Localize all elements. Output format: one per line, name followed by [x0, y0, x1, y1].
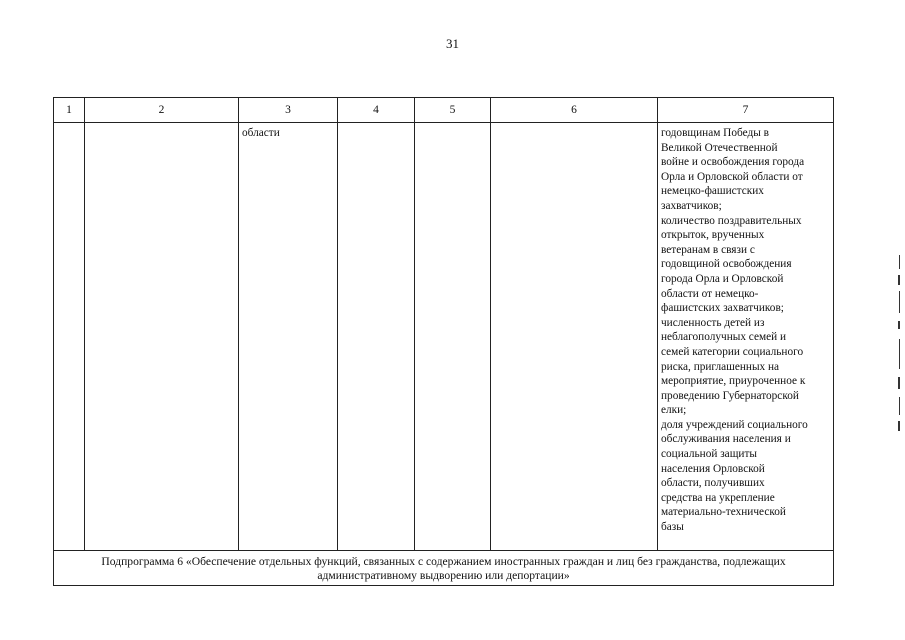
col7-text-line: риска, приглашенных на — [661, 360, 780, 373]
col7-text-line: обслуживания населения и — [661, 433, 791, 446]
col7-text-line: немецко-фашистских — [661, 185, 764, 198]
subprogram-heading-line-1: Подпрограмма 6 «Обеспечение отдельных функций, связанных с содержанием иностранных граждан и лиц без гражданства, подлежащих — [101, 555, 786, 568]
subprogram-row — [54, 551, 834, 586]
scan-margin-marks — [897, 255, 905, 435]
cell-col-5 — [415, 123, 491, 551]
col7-text-line: численность детей из — [661, 316, 765, 329]
header-col-2: 2 — [85, 98, 239, 123]
col7-text-line: проведению Губернаторской — [661, 389, 799, 402]
header-col-7: 7 — [658, 98, 834, 123]
header-col-5: 5 — [415, 98, 491, 123]
col7-text-line: Великой Отечественной — [661, 141, 778, 154]
col7-text-line: открыток, врученных — [661, 229, 765, 242]
col7-text-line: социальной защиты — [661, 448, 757, 461]
cell-col-1 — [54, 123, 85, 551]
col7-text-line: семей категории социального — [661, 345, 804, 358]
col7-text-line: материально-технической — [661, 506, 786, 519]
col7-text-line: базы — [661, 521, 684, 534]
table-row — [54, 123, 834, 551]
header-row — [54, 98, 834, 123]
col7-text-line: области от немецко- — [661, 287, 759, 300]
col7-text-line: годовщиной освобождения — [661, 258, 792, 271]
subprogram-heading — [54, 551, 834, 586]
col7-text-line: мероприятие, приуроченное к — [661, 375, 806, 388]
subprogram-heading-line-2: административному выдворению или депортации» — [317, 569, 570, 582]
cell-col-2 — [85, 123, 239, 551]
header-col-6: 6 — [491, 98, 658, 123]
col7-text-line: елки; — [661, 404, 687, 417]
col7-text-line: города Орла и Орловской — [661, 272, 784, 285]
header-col-1: 1 — [54, 98, 85, 123]
col7-text-line: средства на укрепление — [661, 491, 775, 504]
col7-text-line: годовщинам Победы в — [661, 127, 769, 139]
page-number: 31 — [446, 36, 459, 51]
cell-col-6 — [491, 123, 658, 551]
col7-text-line: войне и освобождения города — [661, 156, 805, 169]
col7-text-line: населения Орловской — [661, 462, 765, 475]
col7-text-line: захватчиков; — [661, 199, 722, 212]
col7-text-line: неблагополучных семей и — [661, 331, 787, 344]
data-table — [53, 97, 834, 586]
header-col-3: 3 — [239, 98, 338, 123]
cell-col-3: области — [239, 123, 338, 551]
col7-text-line: области, получивших — [661, 477, 765, 490]
col7-text-line: доля учреждений социального — [661, 418, 808, 431]
col7-text-line: Орла и Орловской области от — [661, 170, 803, 183]
col7-text-line: количество поздравительных — [661, 214, 802, 227]
cell-col-4 — [338, 123, 415, 551]
col7-text-line: фашистских захватчиков; — [661, 302, 784, 315]
col7-text-line: ветеранам в связи с — [661, 243, 755, 256]
cell-col-7 — [658, 123, 834, 551]
header-col-4: 4 — [338, 98, 415, 123]
